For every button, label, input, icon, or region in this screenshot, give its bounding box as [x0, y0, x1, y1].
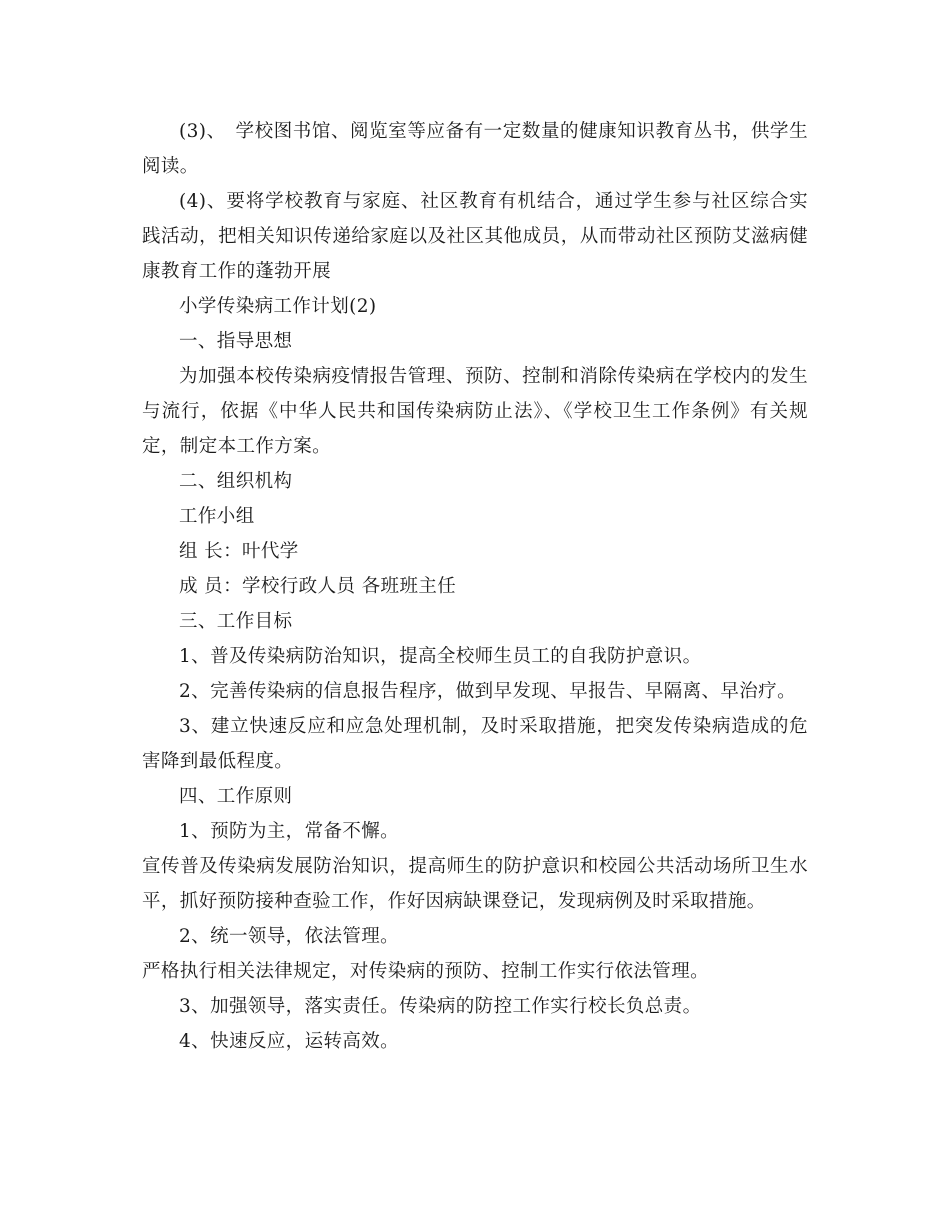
- paragraph-group-leader: 组 长：叶代学: [179, 541, 299, 562]
- paragraph-work-group: 工作小组: [179, 506, 255, 527]
- paragraph-guiding-thought: 为加强本校传染病疫情报告管理、预防、控制和消除传染病在学校内的发生与流行，依据《中华人民共和国传染病防止法》、《学校卫生工作条例》有关规定，制定本工作方案。: [142, 366, 808, 457]
- principle-item-3: 3、加强领导，落实责任。传染病的防控工作实行校长负总责。: [179, 996, 702, 1017]
- principle-item-4: 4、快速反应，运转高效。: [179, 1031, 400, 1052]
- document-body: [142, 114, 808, 1059]
- heading-work-principles: 四、工作原则: [179, 786, 293, 807]
- section-title-plan-2: 小学传染病工作计划(2): [179, 296, 377, 317]
- goal-item-2: 2、完善传染病的信息报告程序，做到早发现、早报告、早隔离、早治疗。: [179, 681, 796, 702]
- heading-work-goals: 三、工作目标: [179, 611, 293, 632]
- paragraph-group-members: 成 员：学校行政人员 各班班主任: [179, 576, 457, 597]
- goal-item-1: 1、普及传染病防治知识，提高全校师生员工的自我防护意识。: [179, 646, 702, 667]
- heading-guiding-thought: 一、指导思想: [179, 331, 293, 352]
- principle-detail-2: 严格执行相关法律规定，对传染病的预防、控制工作实行依法管理。: [142, 961, 710, 982]
- heading-organization: 二、组织机构: [179, 471, 293, 492]
- principle-item-1: 1、预防为主，常备不懈。: [179, 821, 400, 842]
- goal-item-3: 3、建立快速反应和应急处理机制，及时采取措施，把突发传染病造成的危害降到最低程度。: [142, 716, 808, 772]
- principle-item-2: 2、统一领导，依法管理。: [179, 926, 400, 947]
- paragraph-library-books: (3)、 学校图书馆、阅览室等应备有一定数量的健康知识教育丛书，供学生阅读。: [142, 121, 808, 177]
- principle-detail-1: 宣传普及传染病发展防治知识，提高师生的防护意识和校园公共活动场所卫生水平，抓好预防接种查验工作，作好因病缺课登记，发现病例及时采取措施。: [142, 856, 808, 912]
- paragraph-community-education: (4)、要将学校教育与家庭、社区教育有机结合，通过学生参与社区综合实践活动，把相关知识传递给家庭以及社区其他成员，从而带动社区预防艾滋病健康教育工作的蓬勃开展: [142, 191, 808, 282]
